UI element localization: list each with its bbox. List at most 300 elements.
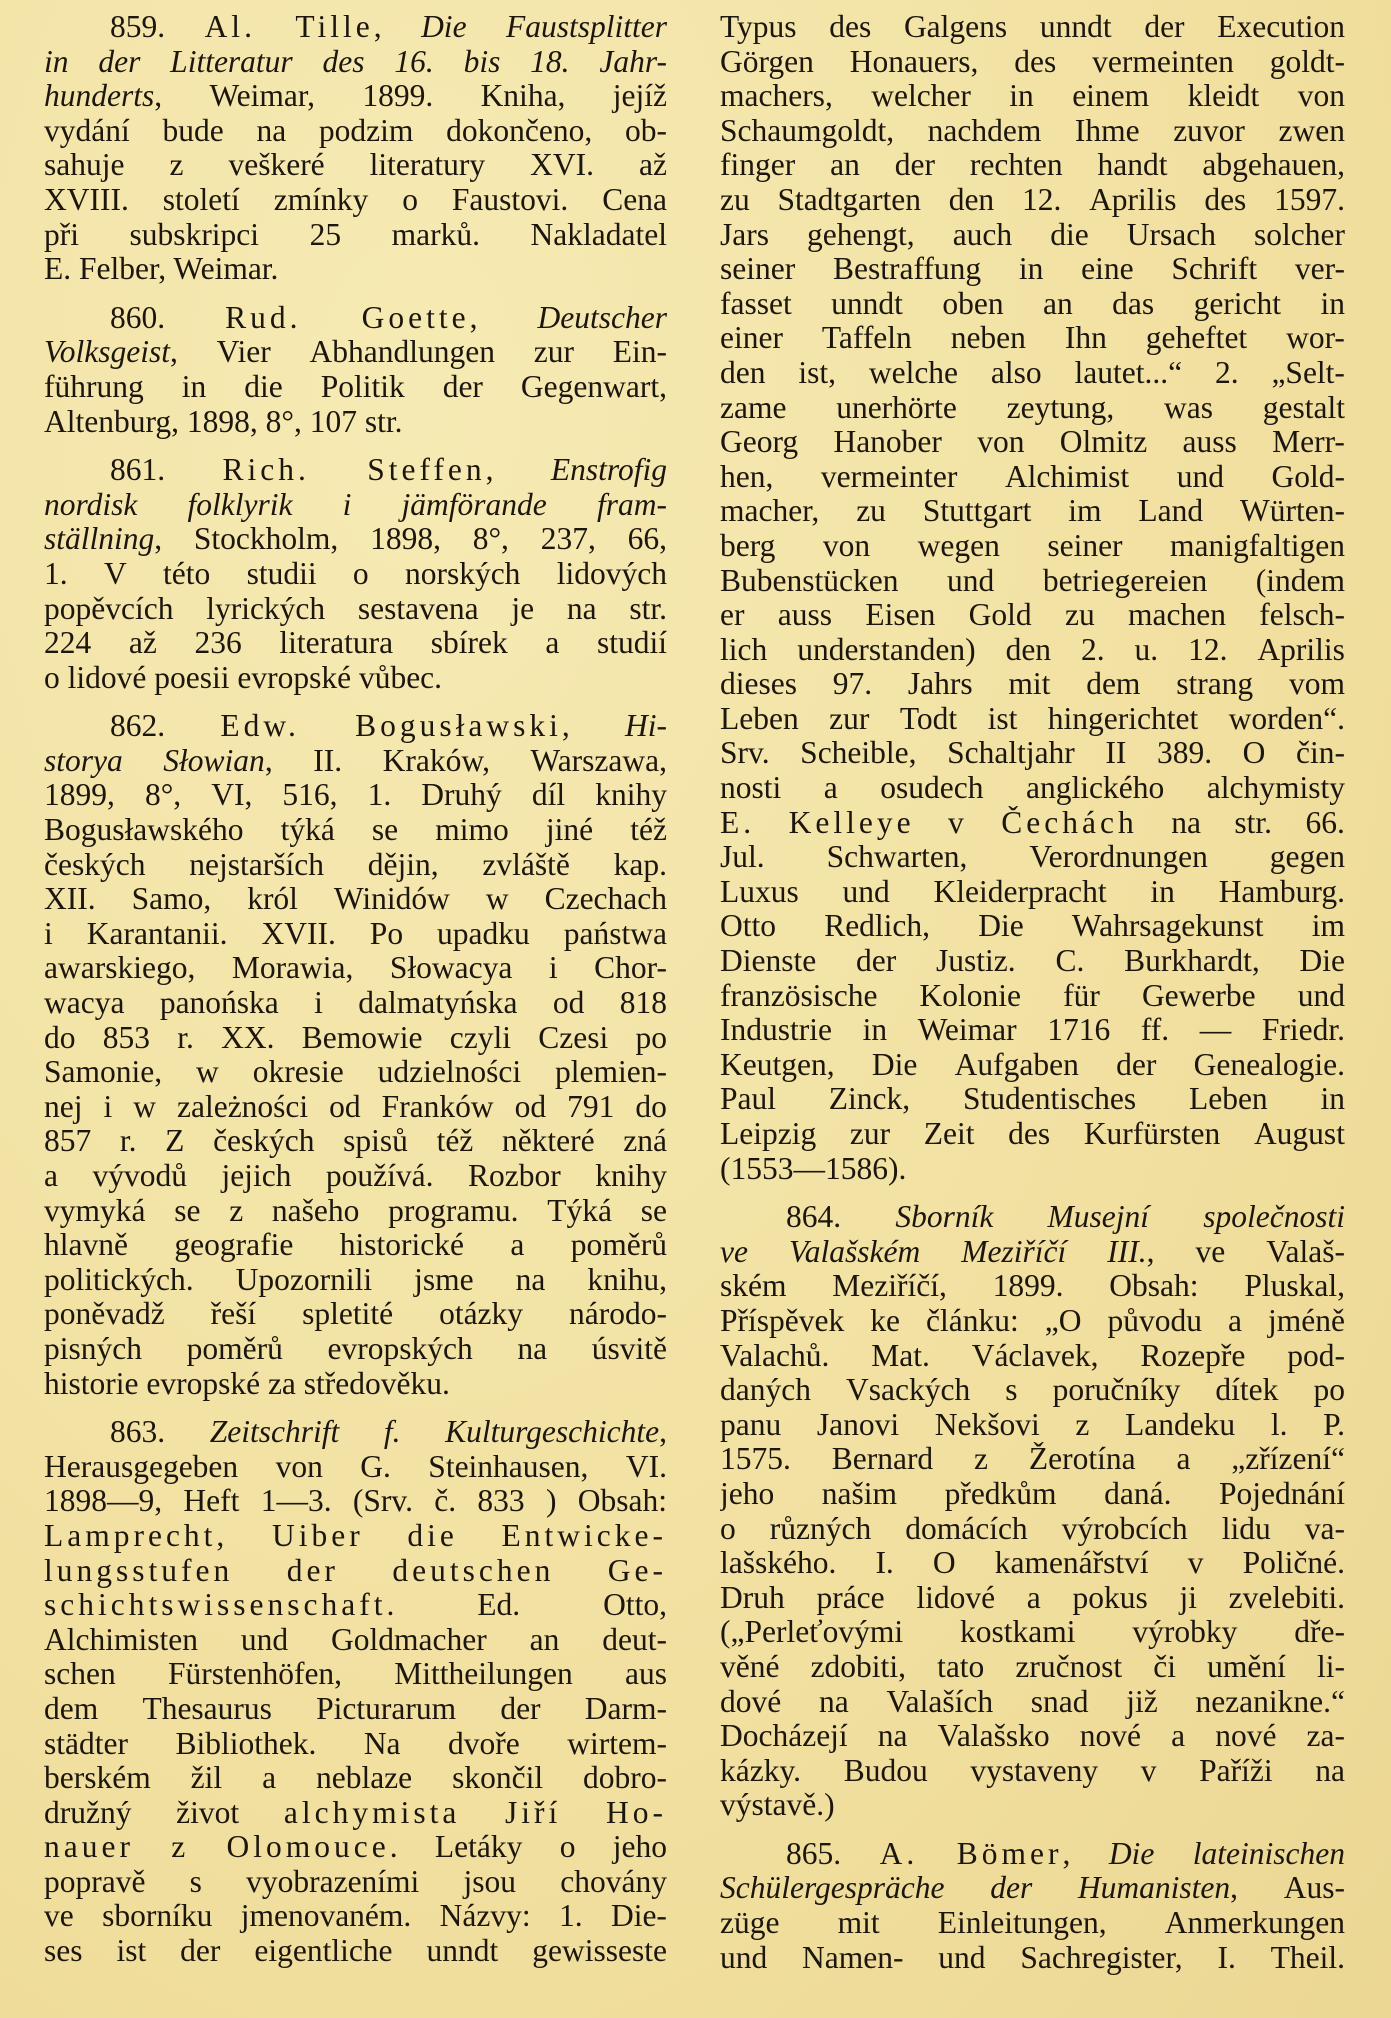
text-segment: (indem [1255,563,1345,598]
word [44,1727,128,1762]
text-line [44,1830,667,1865]
word [1256,564,1345,599]
word [1084,1117,1220,1152]
word [228,148,324,183]
text-segment: některé [501,1124,595,1159]
word [44,744,123,779]
text-segment: Schaumgoldt, [720,113,895,148]
text-segment: 12. [1021,182,1062,217]
text-segment: dějin, [367,847,439,882]
text-segment: państwa [563,916,667,951]
text-line [44,79,667,114]
word [44,557,68,592]
word [878,1719,908,1754]
spaced-name: Ho- [605,1795,667,1830]
text-segment: kostkami [960,1615,1076,1650]
word [1135,633,1159,668]
text-segment: król [247,882,298,917]
word [720,1719,848,1754]
word [446,114,592,149]
text-segment: u. [1134,632,1159,667]
text-segment: fasset [720,286,792,321]
word [182,370,207,405]
word [833,425,941,460]
text-line [720,875,1345,910]
word [1060,425,1148,460]
word [870,1304,900,1339]
word [720,1871,945,1906]
word [343,488,352,523]
text-segment: (1553—1586). [720,1151,907,1186]
text-segment: ve [1195,1234,1226,1269]
text-segment: XII. [44,882,96,917]
text-line [44,1450,667,1485]
word [611,1899,667,1934]
text-segment: po [1313,1373,1345,1408]
text-segment: Bemowie [301,1020,423,1055]
text-line [720,1477,1345,1512]
text-segment: na [517,1331,548,1366]
word [274,183,369,218]
word [770,1512,871,1547]
text-line [720,667,1345,702]
word [362,301,478,336]
spaced-name: Ge- [607,1553,667,1588]
word [516,1263,546,1298]
word [1271,1941,1345,1976]
word [428,1450,588,1485]
word [183,1484,239,1519]
text-line [44,1367,667,1402]
text-line [720,1754,1345,1789]
text-line [720,633,1345,668]
text-segment: I. [875,1546,894,1581]
italic-title: fram- [596,487,667,522]
text-segment: jeho [720,1476,775,1511]
text-segment: Herausgegeben [44,1449,239,1484]
word [314,986,323,1021]
word [1271,356,1344,391]
text-segment: do [635,1089,667,1124]
text-line [44,709,667,744]
text-segment: I. [1217,1940,1236,1975]
word [928,114,1042,149]
spaced-name: E. [720,805,756,840]
text-segment: a [510,1228,525,1263]
word [546,813,593,848]
text-line [720,1235,1345,1270]
word [1243,736,1266,771]
text-segment: o [402,182,418,217]
word [44,488,137,523]
word [44,1450,238,1485]
text-segment: Warszawa, [530,743,667,778]
text-segment: sahuje [44,148,125,183]
word [1109,1269,1198,1304]
text-segment: Stuttgart [922,494,1032,529]
text-line [720,598,1345,633]
text-segment: za- [1306,1719,1345,1754]
text-segment: G. [360,1449,391,1484]
word [1231,1442,1345,1477]
text-segment: nej [44,1089,83,1124]
word [720,183,750,218]
word [44,218,79,253]
word [1215,1373,1278,1408]
word [331,1623,487,1658]
text-segment: im [1068,494,1102,529]
text-segment: zame [720,390,787,425]
word [110,10,165,45]
text-segment: Rozepře [1140,1338,1246,1373]
text-segment: na [818,1684,849,1719]
text-segment: a [44,1159,58,1193]
text-line [720,771,1345,806]
text-segment: und [720,1940,768,1975]
text-segment: 861. [110,453,166,488]
word [720,944,816,979]
word [1284,1871,1345,1906]
word [405,557,520,592]
word [551,453,667,488]
text-segment: panońska [159,986,279,1021]
word [720,460,773,495]
text-segment: deut- [602,1622,667,1657]
text-segment: den [720,355,766,390]
word [452,1761,543,1796]
word [44,1830,134,1865]
text-segment: , [1062,1836,1071,1871]
text-segment: Aufgaben [954,1047,1079,1082]
text-line [720,1650,1345,1685]
word [1188,633,1227,668]
text-line [720,944,1345,979]
text-segment: 818 [619,986,667,1021]
word [477,1484,524,1519]
word [282,778,337,813]
text-segment: tato [937,1649,985,1684]
text-segment: Samonie, [44,1055,163,1090]
word [895,1200,993,1235]
word [473,522,509,557]
word [942,287,1003,322]
text-segment: Einleitungen, [937,1906,1107,1941]
text-segment: Verordnungen [1029,840,1208,875]
word [532,1934,667,1969]
word [918,529,1000,564]
text-segment: osudech [880,771,984,806]
word [482,848,569,883]
text-segment: rechten [969,148,1063,183]
text-segment: dové [720,1684,782,1719]
word [1153,1650,1176,1685]
word [220,709,300,744]
word [871,79,971,114]
word [720,356,765,391]
word [977,425,1024,460]
text-segment: daných [720,1373,811,1408]
text-segment: von [1297,79,1345,114]
spaced-name: Olomouce [226,1830,390,1865]
text-segment: dvoře [448,1726,520,1761]
text-segment: Schaltjahr [947,736,1075,771]
word [1072,1581,1147,1616]
text-line [44,848,667,883]
word [1300,944,1345,979]
word [988,702,1018,737]
text-segment: 1. [367,778,392,813]
text-segment: Die [1299,944,1345,979]
word [905,1512,1027,1547]
text-segment: Bubenstücken [720,563,899,598]
word [595,778,667,813]
text-segment: vymyká [44,1193,146,1228]
text-segment: a [823,771,838,806]
word [1008,1117,1050,1152]
word [863,1013,888,1048]
word [875,1546,893,1581]
word [209,79,315,114]
text-segment: výrobky [1132,1615,1238,1650]
word [630,813,667,848]
text-segment: vystaveny [970,1753,1099,1788]
word [437,917,530,952]
word [434,1484,456,1519]
word [355,709,570,744]
text-segment: se [371,813,399,848]
word [1089,183,1177,218]
text-segment: der [1116,1047,1157,1082]
word [229,1194,243,1229]
bibliography-entry [720,10,1345,1186]
word [1229,1581,1345,1616]
word [1107,1304,1202,1339]
text-segment: lyrických [206,591,326,626]
text-line [44,557,667,592]
text-segment: s [189,1864,202,1899]
word [1194,1048,1345,1083]
italic-title: jämförande [401,487,547,522]
text-segment: Kurfürsten [1083,1117,1221,1151]
word [110,1415,165,1450]
text-segment: Leben [1188,1082,1268,1117]
text-segment: Czechach [544,882,667,917]
text-segment: VI, [211,778,253,813]
text-line [44,1554,667,1589]
text-segment: macher, [720,494,820,529]
word [538,301,667,336]
word [1263,391,1345,426]
text-segment: w [485,882,509,917]
text-segment: různých [769,1511,872,1546]
text-segment: ff. [1140,1013,1170,1048]
word [720,1235,748,1270]
word [532,778,565,813]
text-segment: poručníky [1052,1373,1181,1408]
italic-title: Jahr- [599,44,667,79]
text-segment: wor- [1286,321,1345,356]
word [362,79,433,114]
text-segment: z [974,1442,989,1477]
word [421,10,466,45]
text-segment: otázky [439,1297,524,1332]
text-segment: 864. [786,1200,842,1235]
text-segment: strang [1176,667,1254,702]
text-segment: a [1228,1303,1242,1338]
text-segment: zależności [177,1089,309,1124]
word [720,1754,801,1789]
text-segment: Ursach [1126,217,1216,252]
word [557,557,667,592]
text-segment: 1575. [720,1442,791,1477]
word [720,1906,779,1941]
text-segment: Dienste [720,944,817,979]
text-segment: 1. [44,556,68,591]
word [1217,1941,1235,1976]
word [44,45,69,80]
text-segment: do [44,1020,76,1055]
word [44,882,96,917]
text-segment: Mittheilungen [394,1657,573,1692]
text-segment: . [386,1588,395,1623]
word [571,1228,667,1263]
text-line [44,148,667,183]
word [1112,287,1154,322]
word [1109,1837,1154,1872]
word [44,1194,145,1229]
word [1171,252,1257,287]
word [402,183,418,218]
word [44,1934,83,1969]
text-segment: i [548,951,558,986]
text-segment: in [1150,874,1175,909]
word [414,1263,474,1298]
text-segment: lašského. [720,1546,837,1581]
word [602,1623,667,1658]
word [1259,598,1345,633]
text-segment: věné [720,1649,780,1684]
text-segment: zu [856,494,886,529]
word [177,1090,308,1125]
text-segment: 1899. [362,79,434,114]
word [972,1339,1099,1374]
word [321,370,405,405]
word [970,1754,1098,1789]
text-segment: in [1320,1082,1345,1117]
text-line [44,951,667,986]
text-line [720,356,1345,391]
text-segment: nové [1079,1719,1141,1754]
word [190,1865,202,1900]
word [585,1692,667,1727]
text-line [720,806,1345,841]
text-segment: von [977,425,1025,460]
text-segment: úsvitě [591,1331,667,1366]
text-segment: vermeinten [1092,44,1234,79]
word [256,114,286,149]
word [392,218,480,253]
text-segment: práce [816,1580,885,1615]
text-segment: 1898, [370,522,441,557]
text-segment: týká [280,813,335,848]
text-line [44,744,667,779]
word [1027,1581,1041,1616]
text-segment: und [240,1622,289,1657]
text-segment: Kraków, [382,743,490,778]
text-line [44,592,667,627]
word [530,744,667,779]
spaced-name: Rud. [225,300,302,335]
text-segment: jsme [414,1262,474,1297]
text-segment: XX. [221,1020,275,1055]
word [800,736,916,771]
word [947,564,994,599]
word [924,1117,975,1152]
word [1006,633,1051,668]
text-segment: 860. [110,300,166,335]
text-segment: Srv. [720,736,770,771]
word [435,1830,522,1865]
text-line [44,114,667,149]
word [720,1269,787,1304]
word [187,1332,283,1367]
word [1053,1373,1181,1408]
text-segment: Picturarum [316,1691,457,1726]
word [370,148,485,183]
text-segment: snad [1030,1684,1089,1719]
text-segment: Ein- [612,335,667,370]
word [720,633,767,668]
italic-title: i [342,487,352,522]
word [599,45,667,80]
text-segment: gericht [1193,286,1282,321]
word [44,522,162,557]
word [720,1013,832,1048]
italic-title: III. [1107,1234,1147,1269]
text-segment: Gold [968,598,1032,633]
word [1320,1082,1345,1117]
text-segment: und [947,563,995,598]
text-segment: Obsah: [577,1484,667,1519]
word [44,1588,394,1623]
text-segment: Na [363,1726,401,1761]
word [1165,1906,1345,1941]
text-line [44,1727,667,1762]
text-segment: z [169,148,184,183]
word [625,1657,667,1692]
word [1048,1200,1149,1235]
text-segment: an [830,148,860,183]
text-segment: von [822,528,871,563]
word [597,626,667,661]
word [222,453,309,488]
word [44,114,130,149]
text-segment: článku: [926,1303,1019,1338]
text-line [44,986,667,1021]
text-segment: zvláště [482,847,570,882]
text-line [44,1415,667,1450]
text-line [720,1546,1345,1581]
text-segment: des [1204,182,1247,217]
word [916,1581,995,1616]
text-segment: upadku [437,916,530,951]
word [464,1865,517,1900]
word [534,335,574,370]
text-line [44,1899,667,1934]
text-segment: berském [44,1761,151,1796]
word [1104,1477,1171,1512]
word [44,1657,116,1692]
